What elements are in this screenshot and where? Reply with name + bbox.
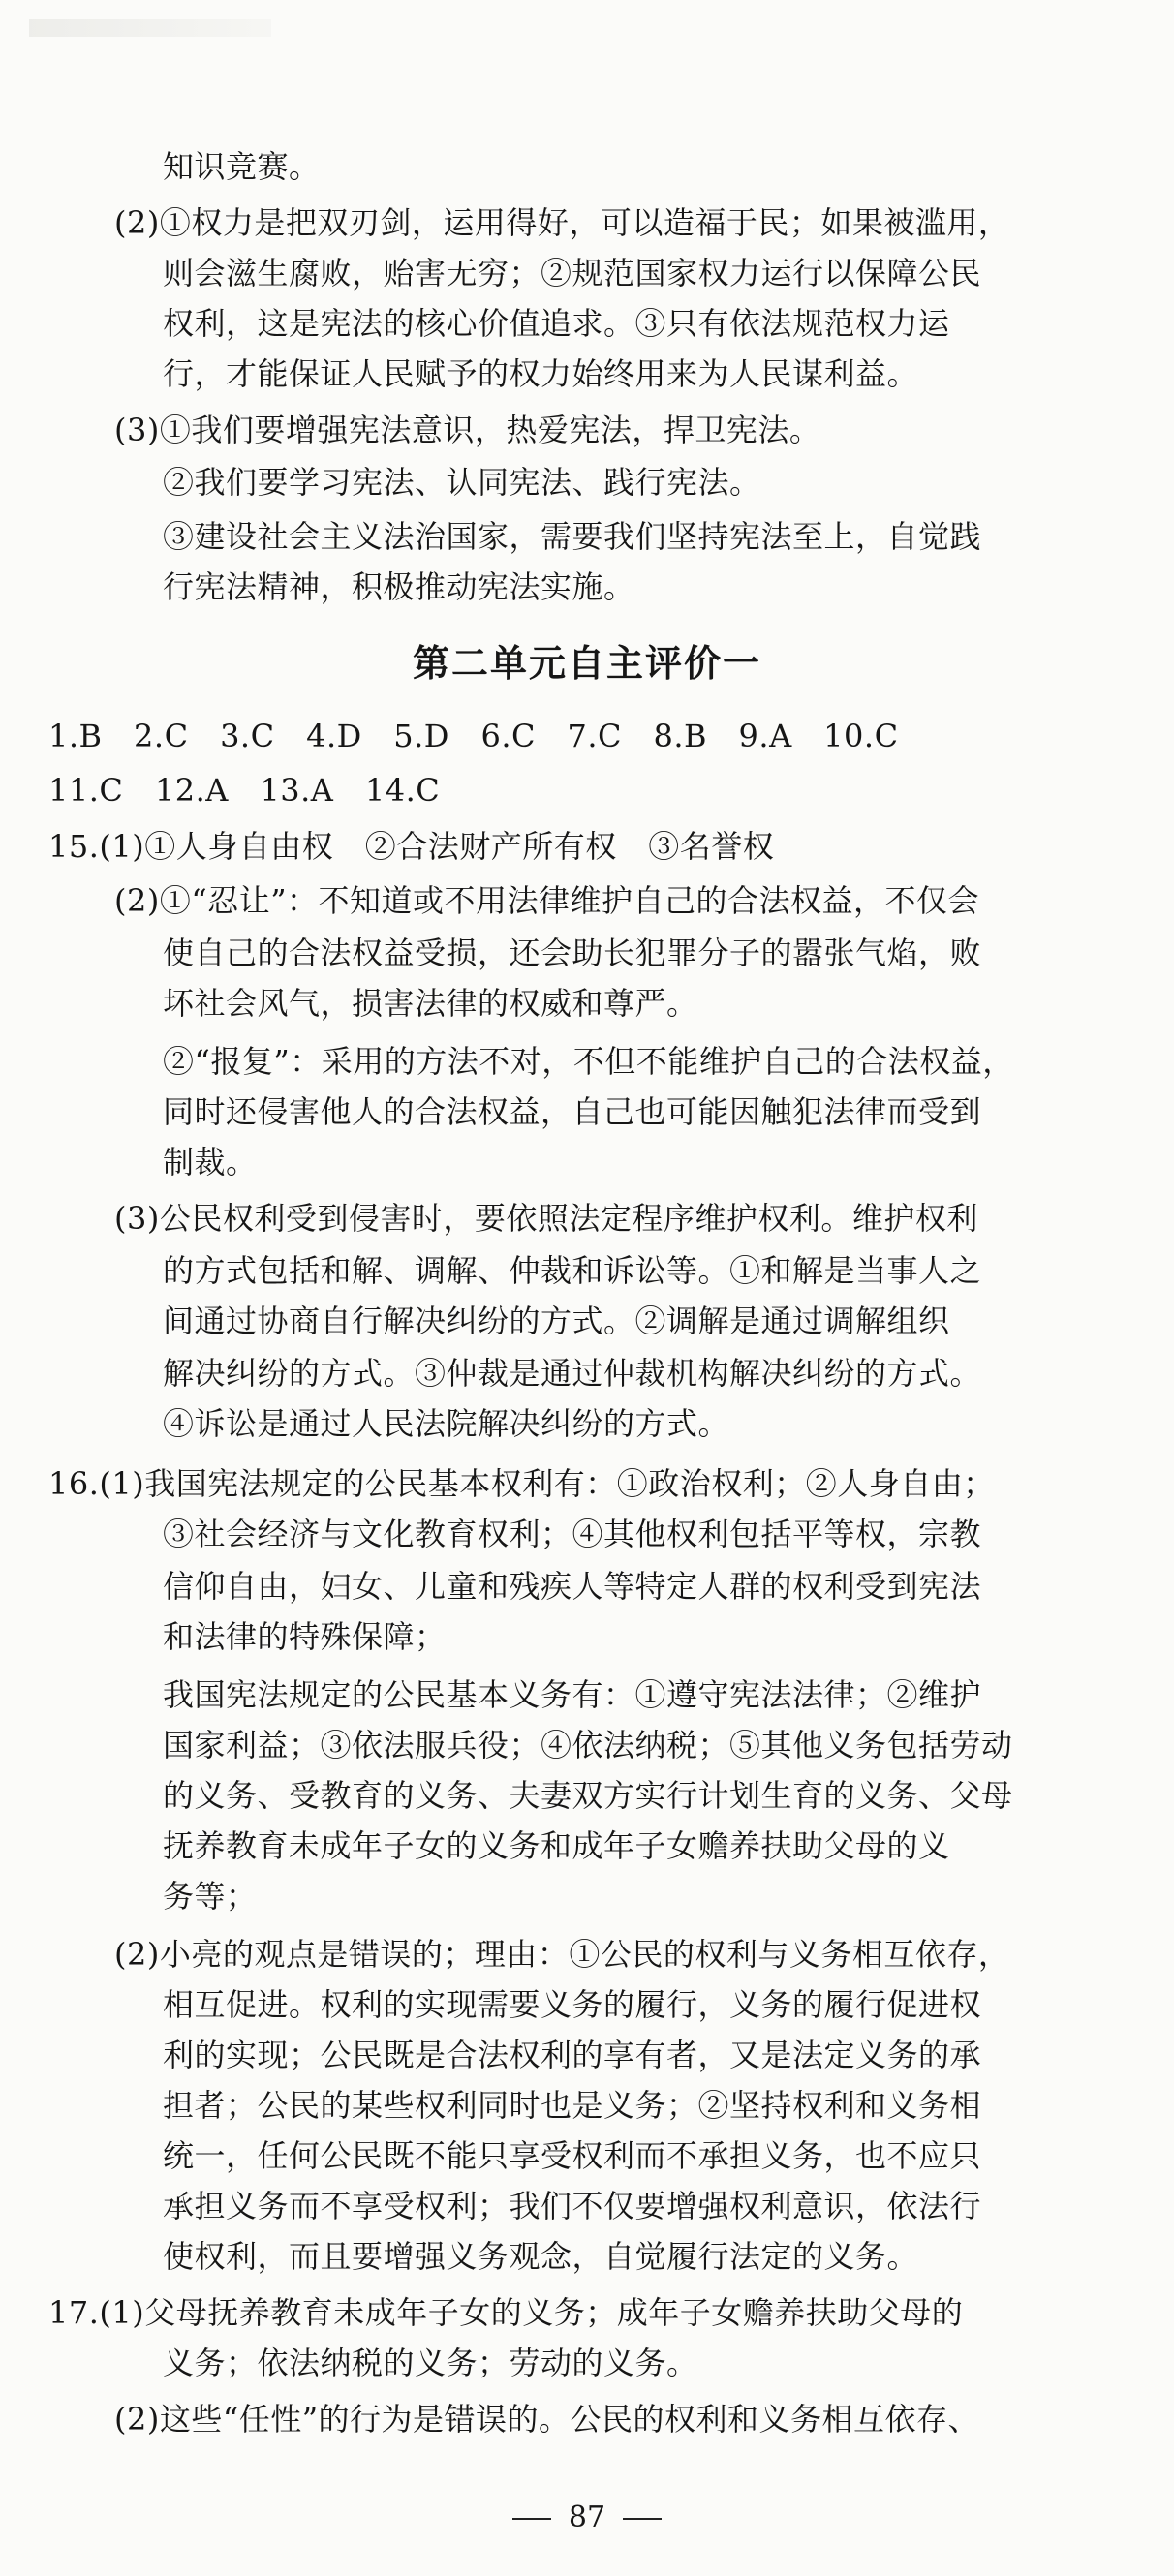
text-line: 17.(1)父母抚养教育未成年子女的义务；成年子女赡养扶助父母的 bbox=[48, 2294, 964, 2331]
text-line: 务等； bbox=[163, 1878, 258, 1915]
text-line: 的方式包括和解、调解、仲裁和诉讼等。①和解是当事人之 bbox=[163, 1252, 982, 1289]
text-line: ②“报复”：采用的方法不对，不但不能维护自己的合法权益， bbox=[163, 1043, 1014, 1080]
text-line: 信仰自由，妇女、儿童和残疾人等特定人群的权利受到宪法 bbox=[163, 1568, 982, 1605]
text-line: ③建设社会主义法治国家，需要我们坚持宪法至上，自觉践 bbox=[163, 518, 982, 555]
text-line: (2)这些“任性”的行为是错误的。公民的权利和义务相互依存、 bbox=[114, 2401, 980, 2438]
text-line: 知识竞赛。 bbox=[163, 148, 321, 185]
text-line: 行宪法精神，积极推动宪法实施。 bbox=[163, 568, 635, 605]
text-line: 担者；公民的某些权利同时也是义务；②坚持权利和义务相 bbox=[163, 2087, 982, 2124]
text-line: 抚养教育未成年子女的义务和成年子女赡养扶助父母的义 bbox=[163, 1827, 950, 1864]
text-line: 同时还侵害他人的合法权益，自己也可能因触犯法律而受到 bbox=[163, 1093, 982, 1130]
text-line: (3)公民权利受到侵害时，要依照法定程序维护权利。维护权利 bbox=[114, 1200, 978, 1237]
text-line: 行，才能保证人民赋予的权力始终用来为人民谋利益。 bbox=[163, 355, 919, 392]
text-line: ④诉讼是通过人民法院解决纠纷的方式。 bbox=[163, 1405, 730, 1442]
text-line: 统一，任何公民既不能只享受权利而不承担义务，也不应只 bbox=[163, 2137, 982, 2174]
footer-dash-left bbox=[512, 2518, 551, 2520]
scan-smudge bbox=[29, 19, 271, 37]
text-line: (3)①我们要增强宪法意识，热爱宪法，捍卫宪法。 bbox=[114, 412, 821, 448]
answer-key-line: 1.B 2.C 3.C 4.D 5.D 6.C 7.C 8.B 9.A 10.C bbox=[48, 718, 899, 754]
text-line: 制裁。 bbox=[163, 1144, 258, 1181]
section-heading: 第二单元自主评价一 bbox=[412, 642, 761, 685]
text-line: 解决纠纷的方式。③仲裁是通过仲裁机构解决纠纷的方式。 bbox=[163, 1355, 982, 1392]
page-footer bbox=[0, 2499, 1174, 2537]
text-line: (2)①权力是把双刃剑，运用得好，可以造福于民；如果被滥用， bbox=[114, 204, 1010, 241]
answer-key-line: 11.C 12.A 13.A 14.C bbox=[48, 772, 441, 809]
text-line: 国家利益；③依法服兵役；④依法纳税；⑤其他义务包括劳动 bbox=[163, 1727, 1013, 1763]
text-line: ③社会经济与文化教育权利；④其他权利包括平等权，宗教 bbox=[163, 1516, 982, 1552]
text-line: 利的实现；公民既是合法权利的享有者，又是法定义务的承 bbox=[163, 2037, 982, 2073]
text-line: 承担义务而不享受权利；我们不仅要增强权利意识，依法行 bbox=[163, 2188, 982, 2224]
text-line: 我国宪法规定的公民基本义务有：①遵守宪法法律；②维护 bbox=[163, 1676, 982, 1713]
text-line: (2)小亮的观点是错误的；理由：①公民的权利与义务相互依存， bbox=[114, 1936, 1010, 1973]
page-number: 87 bbox=[568, 2500, 606, 2534]
footer-dash-right bbox=[623, 2518, 662, 2520]
text-line: 相互促进。权利的实现需要义务的履行，义务的履行促进权 bbox=[163, 1986, 982, 2023]
text-line: 使自己的合法权益受损，还会助长犯罪分子的嚣张气焰，败 bbox=[163, 935, 982, 971]
text-line: 义务；依法纳税的义务；劳动的义务。 bbox=[163, 2345, 698, 2381]
text-line: 的义务、受教育的义务、夫妻双方实行计划生育的义务、父母 bbox=[163, 1777, 1013, 1814]
text-line: (2)①“忍让”：不知道或不用法律维护自己的合法权益，不仅会 bbox=[114, 882, 980, 919]
text-line: 权利，这是宪法的核心价值追求。③只有依法规范权力运 bbox=[163, 305, 950, 342]
text-line: 坏社会风气，损害法律的权威和尊严。 bbox=[163, 985, 698, 1022]
text-line: 使权利，而且要增强义务观念，自觉履行法定的义务。 bbox=[163, 2238, 919, 2275]
text-line: 和法律的特殊保障； bbox=[163, 1618, 447, 1655]
text-line: 则会滋生腐败，贻害无穷；②规范国家权力运行以保障公民 bbox=[163, 255, 982, 291]
text-line: ②我们要学习宪法、认同宪法、践行宪法。 bbox=[163, 464, 761, 501]
text-line: 15.(1)①人身自由权 ②合法财产所有权 ③名誉权 bbox=[48, 828, 775, 865]
text-line: 间通过协商自行解决纠纷的方式。②调解是通过调解组织 bbox=[163, 1303, 950, 1339]
text-line: 16.(1)我国宪法规定的公民基本权利有：①政治权利；②人身自由； bbox=[48, 1465, 995, 1502]
